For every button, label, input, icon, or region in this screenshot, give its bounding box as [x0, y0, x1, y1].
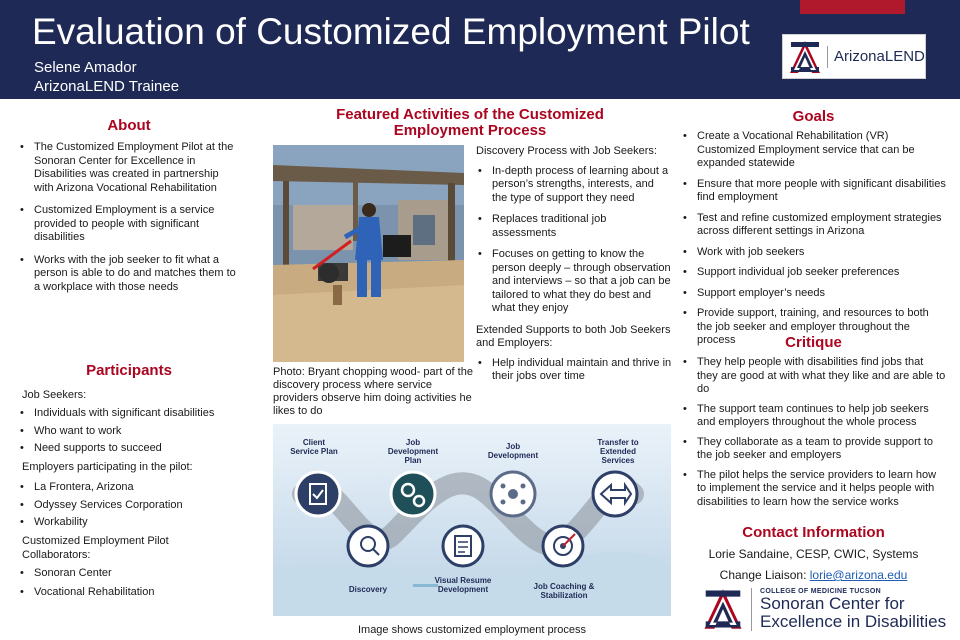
employer-item: • La Frontera, Arizona	[18, 481, 240, 495]
job-seekers-label: Job Seekers:	[22, 389, 87, 401]
contact-heading: Contact Information	[742, 524, 885, 541]
header-accent-bar	[800, 0, 905, 14]
collaborator-item: • Sonoran Center	[18, 567, 240, 581]
transfer-arrows-icon	[593, 472, 637, 516]
logo-text: ArizonaLEND	[827, 46, 925, 68]
goal-item: • Support individual job seeker preferences	[681, 266, 946, 280]
discovery-section	[476, 145, 672, 392]
critique-item: • The pilot helps the service providers to learn how to implement the service and it helps people with disabilities to learn how the service works	[681, 469, 946, 510]
collaborators-label: Customized Employment Pilot Collaborators:	[22, 535, 169, 561]
job-seeker-item: • Who want to work	[18, 425, 240, 439]
author-role: ArizonaLEND Trainee	[34, 78, 180, 95]
goal-item: • Create a Vocational Rehabilitation (VR) Customized Employment service that can be expanded statewide	[681, 130, 946, 171]
photo-illustration	[273, 145, 464, 362]
employer-item: • Workability	[18, 516, 240, 530]
process-caption: Image shows customized employment process	[357, 624, 587, 636]
collaborators-list	[18, 567, 240, 599]
contact-email-link[interactable]: lorie@arizona.edu	[809, 568, 908, 582]
extended-supports-list	[476, 357, 672, 384]
visual-resume-icon	[443, 526, 483, 566]
step-transfer-extended: Transfer to Extended Services	[597, 438, 639, 465]
goals-section	[681, 130, 946, 355]
collaborators-section	[18, 567, 240, 604]
author-name: Selene Amador	[34, 59, 137, 76]
employers-section	[18, 481, 240, 534]
employers-label: Employers participating in the pilot:	[22, 461, 193, 473]
job-development-icon	[491, 472, 535, 516]
discovery-item: • Focuses on getting to know the person deeply – through observation and interviews – so that a job can be tailored to what they do best and what they enjoy	[476, 248, 672, 316]
step-job-development: Job Development	[487, 442, 539, 460]
goal-item: • Work with job seekers	[681, 246, 946, 260]
critique-heading: Critique	[785, 334, 842, 351]
arizona-lend-logo	[782, 34, 926, 79]
contact-line-2	[681, 568, 946, 582]
discovery-list	[476, 165, 672, 316]
center-name-line-2: Excellence in Disabilities	[760, 611, 947, 631]
employer-item: • Odyssey Services Corporation	[18, 499, 240, 513]
job-seekers-list	[18, 407, 240, 456]
goals-heading: Goals	[792, 108, 835, 125]
job-seeker-item: • Need supports to succeed	[18, 442, 240, 456]
step-client-service-plan: Client Service Plan	[290, 438, 338, 456]
about-list	[18, 141, 240, 294]
goal-item: • Ensure that more people with significant disabilities find employment	[681, 178, 946, 205]
about-section	[18, 141, 240, 303]
discovery-item: • Replaces traditional job assessments	[476, 213, 672, 240]
client-service-plan-icon	[296, 472, 340, 516]
critique-section	[681, 356, 946, 515]
step-discovery: Discovery	[348, 585, 388, 594]
arizona-a-logo-icon	[789, 40, 821, 74]
center-name-line-1: Sonoran Center for	[760, 593, 905, 613]
contact-line-1: Lorie Sandaine, CESP, CWIC, Systems	[708, 547, 919, 561]
customized-employment-process-diagram	[273, 424, 671, 616]
contact-line-2-prefix: Change Liaison:	[719, 568, 810, 582]
sonoran-center-text	[751, 588, 946, 631]
poster-header	[0, 0, 960, 99]
goal-item: • Test and refine customized employment strategies across different settings in Arizona	[681, 212, 946, 239]
step-job-development-plan: Job Development Plan	[387, 438, 439, 465]
job-coaching-icon	[543, 526, 583, 566]
participants-heading: Participants	[86, 362, 172, 379]
critique-list	[681, 356, 946, 509]
poster-title: Evaluation of Customized Employment Pilot	[32, 11, 750, 52]
job-seekers-section	[18, 407, 240, 460]
discovery-item: • In-depth process of learning about a person’s strengths, interests, and the type of support they need	[476, 165, 672, 206]
college-label: COLLEGE OF MEDICINE TUCSON	[760, 587, 881, 595]
collaborator-item: • Vocational Rehabilitation	[18, 586, 240, 600]
critique-item: • They collaborate as a team to provide support to the job seeker and employers	[681, 436, 946, 463]
goals-list	[681, 130, 946, 348]
extended-supports-label: Extended Supports to both Job Seekers and Employers:	[476, 323, 671, 349]
about-item: • Works with the job seeker to fit what a person is able to do and matches them to a workplace with those needs	[18, 254, 240, 295]
step-job-coaching: Job Coaching & Stabilization	[533, 582, 595, 600]
step-visual-resume: Visual Resume Development	[434, 576, 492, 594]
arizona-a-logo-icon	[703, 588, 743, 630]
photo-chopping-wood	[273, 145, 464, 362]
sonoran-center-logo	[703, 584, 951, 634]
discovery-label: Discovery Process with Job Seekers:	[476, 145, 657, 157]
job-seeker-item: • Individuals with significant disabilities	[18, 407, 240, 421]
employers-list	[18, 481, 240, 530]
featured-heading: Featured Activities of the Customized Employment Process	[336, 106, 604, 139]
job-development-plan-icon	[391, 472, 435, 516]
about-heading: About	[107, 117, 151, 134]
goal-item: • Provide support, training, and resources to both the job seeker and employer throughout the process	[681, 307, 946, 348]
extended-supports-item: • Help individual maintain and thrive in their jobs over time	[476, 357, 672, 384]
about-item: • Customized Employment is a service provided to people with significant disabilities	[18, 204, 240, 245]
goal-item: • Support employer’s needs	[681, 287, 946, 301]
critique-item: • They help people with disabilities find jobs that they are good at with what they like and are able to do	[681, 356, 946, 397]
critique-item: • The support team continues to help job seekers and employers throughout the whole process	[681, 403, 946, 430]
photo-caption: Photo: Bryant chopping wood- part of the discovery process where service providers observe him doing activities he likes to do	[273, 366, 473, 417]
discovery-icon	[348, 526, 388, 566]
about-item: • The Customized Employment Pilot at the Sonoran Center for Excellence in Disabilities was created in partnership with Arizona Vocational Rehabilitation	[18, 141, 240, 195]
